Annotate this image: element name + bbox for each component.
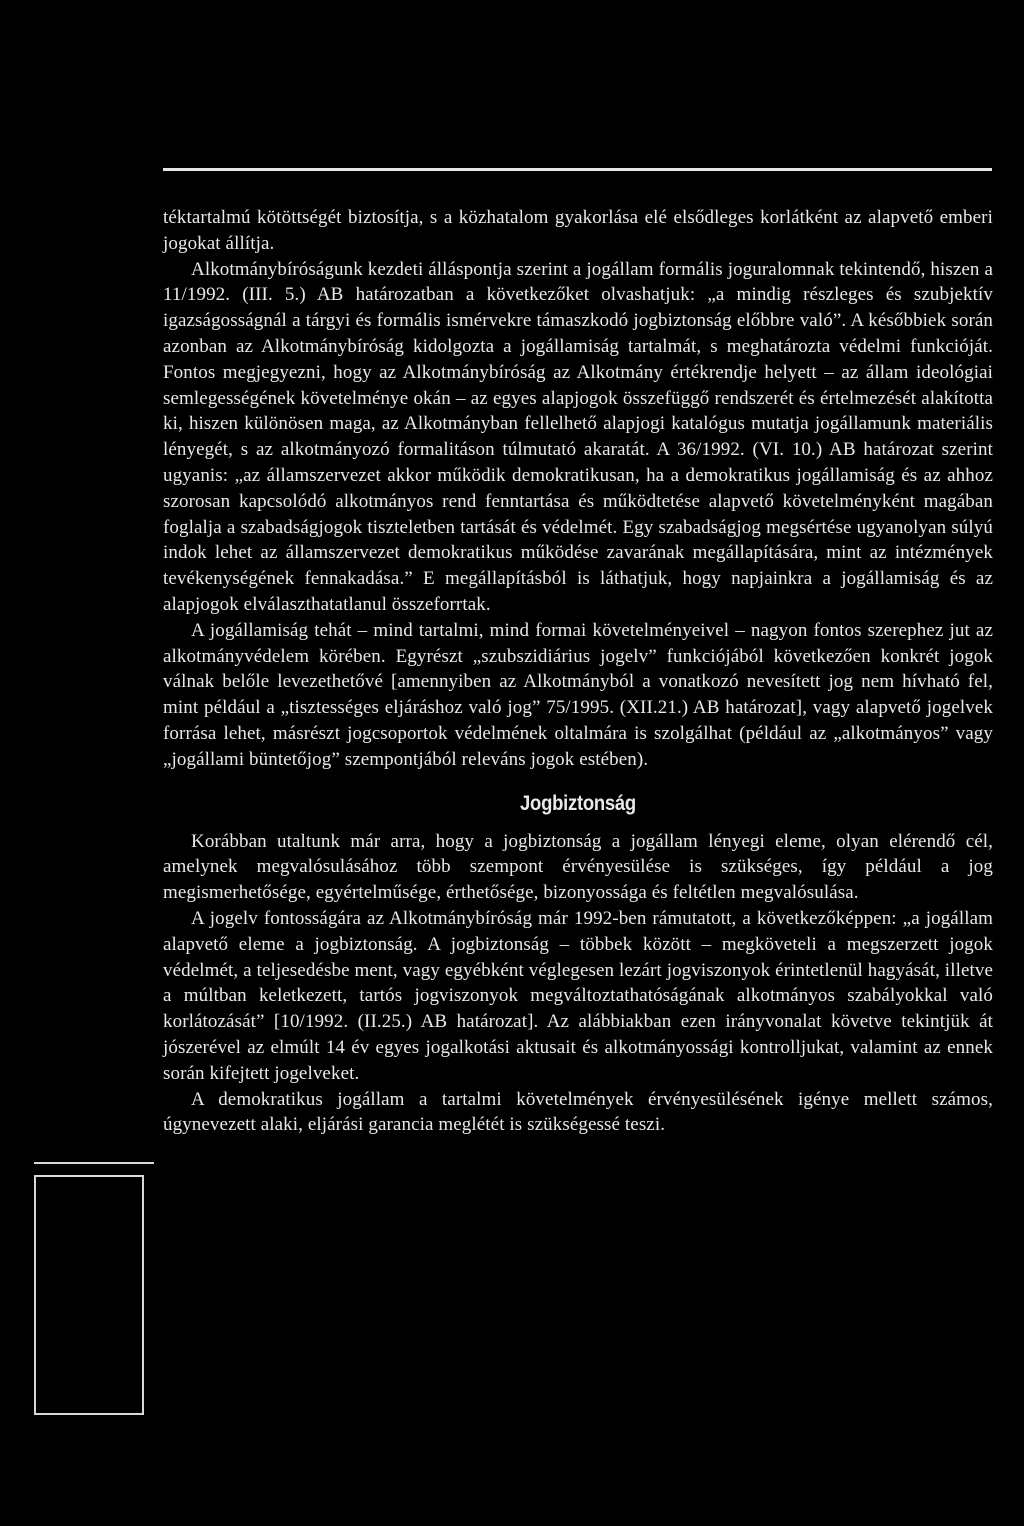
paragraph: A jogelv fontosságára az Alkotmánybíróság már 1992-ben rámutatott, a következőképpen: „a jogállam alapvető eleme a jogbiztonság. A jogbiztonság – többek között – megköveteli a megszerzett jogok védelmét, a teljesedésbe ment, vagy egyébként véglegesen lezárt jogviszonyok érintetlenül hagyását, illetve a múltban keletkezett, tartós jogviszonyok megváltoztathatóságának alkotmányos szabályokkal való korlátozását” [10/1992. (II.25.) AB határozat]. Az alábbiakban ezen irányvonalat követve tekintjük át jószerével az elmúlt 14 év egyes jogalkotási aktusait és alkotmányossági kontrolljukat, valamint az ennek során kifejtett jogelveket. <box>163 907 993 1084</box>
paragraph: A demokratikus jogállam a tartalmi követelmények érvényesülésének igénye mellett számos, úgynevezett alaki, eljárási garancia meglétét is szükségessé teszi. <box>163 1088 993 1136</box>
margin-box-tab <box>34 1162 154 1164</box>
margin-box <box>34 1175 144 1415</box>
paragraph: A jogállamiság tehát – mind tartalmi, mind formai követelményeivel – nagyon fontos szerephez jut az alkotmányvédelem körében. Egyrészt „szubszidiárius jogelv” funkciójából következően konkrét jogok válnak belőle levezethetővé [amennyiben az Alkotmányból a vonatkozó nevesített jog nem hívható fel, mint például a „tisztességes eljáráshoz való jog” 75/1995. (XII.21.) AB határozat], vagy alapvető jogelvek forrása lehet, másrészt jogcsoportok védelmének oltalmára is szolgálhat (például az „alkotmányos” vagy „jogállami büntetőjog” szempontjából releváns jogok estében). <box>163 619 993 770</box>
body-text <box>163 205 993 1138</box>
section-heading: Jogbiztonság <box>520 791 636 815</box>
paragraph: Korábban utaltunk már arra, hogy a jogbiztonság a jogállam lényegi eleme, olyan elérendő cél, amelynek megvalósulásához több szempont érvényesülése is szükséges, így például a jog megismerhetősége, egyértelműsége, érthetősége, bizonyossága és feltétlen megvalósulása. <box>163 830 993 904</box>
paragraph: téktartalmú kötöttségét biztosítja, s a közhatalom gyakorlása elé elsődleges korlátként az alapvető emberi jogokat állítja. <box>163 207 993 254</box>
paragraph: Alkotmánybíróságunk kezdeti álláspontja szerint a jogállam formális joguralomnak tekintendő, hiszen a 11/1992. (III. 5.) AB határozatban a következőket olvashatjuk: „a mindig részleges és szubjektív igazságosságnál a tárgyi és formális ismérvekre támaszkodó jogbiztonság előbbre való”. A későbbiek során azonban az Alkotmánybíróság kidolgozta a jogállamiság tartalmát, s meghatározta védelmi funkcióját. Fontos megjegyezni, hogy az Alkotmánybíróság az Alkotmány értékrendje helyett – az állam ideológiai semlegességének követelménye okán – az egyes alapjogok összefüggő rendszerét és értelmezését alakította ki, hiszen különösen maga, az Alkotmányban fellelhető alapjogi katalógus mutatja jogállamunk materiális lényegét, s az alkotmányozó formalitáson túlmutató akaratát. A 36/1992. (VI. 10.) AB határozat szerint ugyanis: „az államszervezet akkor működik demokratikusan, ha a demokratikus jogállamiság és az ahhoz szorosan kapcsolódó alkotmányos rend fenntartása és működtetése alapvető követelményként magában foglalja a szabadságjogok tiszteletben tartását és védelmét. Egy szabadságjog megsértése ugyanolyan súlyú indok lehet az államszervezet demokratikus működése zavarának megállapítására, mint az intézmények tevékenységének fennakadása.” E megállapításból is láthatjuk, hogy napjainkra a jogállamiság és az alapjogok elválaszthatatlanul összeforrtak. <box>163 258 993 615</box>
top-rule <box>163 168 992 171</box>
